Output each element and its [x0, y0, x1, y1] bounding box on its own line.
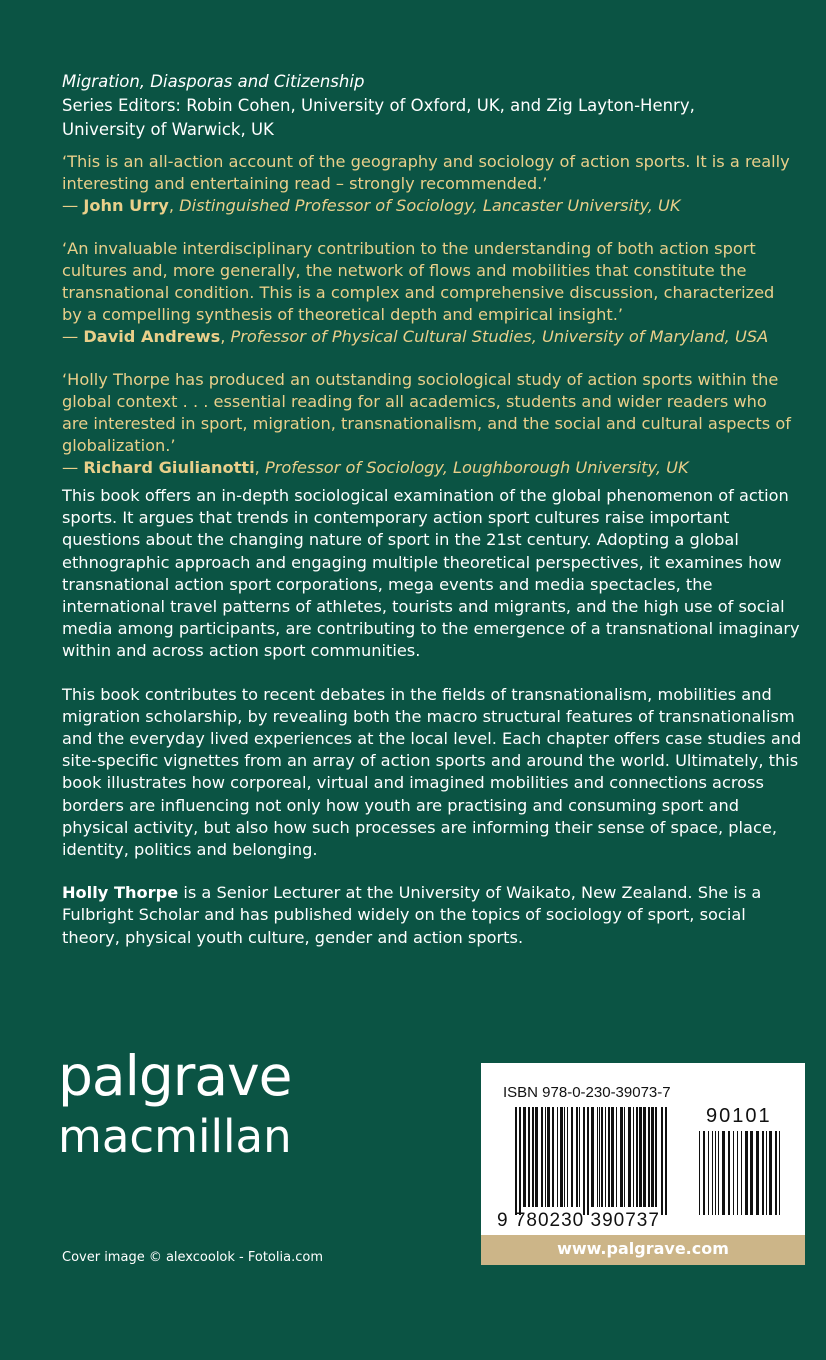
publisher-website: www.palgrave.com — [481, 1235, 805, 1265]
endorsement-attribution: — Richard Giulianotti, Professor of Sociology, Loughborough University, UK — [62, 458, 689, 478]
series-editors: Series Editors: Robin Cohen, University of Oxford, UK, and Zig Layton-Henry, University of Warwick, UK — [62, 96, 695, 139]
author-bio-text: is a Senior Lecturer at the University of Waikato, New Zealand. She is a Fulbright Scholar and has published widely on the topics of sociology of sport, social theory, physical youth culture, gender and action sports. — [62, 883, 762, 947]
endorsement-quote: ‘This is an all-action account of the geography and sociology of action sports. It is a really interesting and entertaining read – strongly recommended.’ — [62, 152, 790, 194]
barcode-panel — [481, 1063, 805, 1235]
description-paragraph: This book offers an in-depth sociological examination of the global phenomenon of action sports. It argues that trends in contemporary action sport cultures raise important questions about the changing nature of sport in the 21st century. Adopting a global ethnographic approach and engaging multiple theoretical perspectives, it examines how transnational action sport corporations, mega events and media spectacles, the international travel patterns of athletes, tourists and migrants, and the high use of social media among participants, are contributing to the emergence of a transnational imaginary within and across action sport communities. — [62, 486, 800, 661]
publisher-logo-line2: macmillan — [58, 1110, 292, 1163]
endorser-role: Distinguished Professor of Sociology, Lancaster University, UK — [179, 196, 681, 216]
ean-digits: 9 780230 390737 — [497, 1210, 660, 1231]
author-name: Holly Thorpe — [62, 883, 179, 903]
endorsement — [62, 151, 797, 218]
endorsements — [62, 151, 797, 500]
endorser-role: Professor of Sociology, Loughborough University, UK — [264, 458, 689, 478]
publisher-logo-line1: palgrave — [58, 1044, 292, 1108]
endorsement-quote: ‘Holly Thorpe has produced an outstanding sociological study of action sports within the global context . . . essential reading for all academics, students and wider readers who are interested in sport, migration, transnationalism, and the social and cultural aspects of globalization.’ — [62, 369, 791, 456]
description-paragraph: This book contributes to recent debates in the fields of transnationalism, mobilities and migration scholarship, by revealing both the macro structural features of transnationalism and the everyday lived experiences at the local level. Each chapter offers case studies and site-specific vignettes from an array of action sports and around the world. Ultimately, this book illustrates how corporeal, virtual and imagined mobilities and connections across borders are influencing not only how youth are practising and consuming sport and physical activity, but also how such processes are informing their sense of space, place, identity, politics and belonging. — [62, 684, 802, 860]
isbn-label: ISBN 978-0-230-39073-7 — [503, 1084, 671, 1101]
book-description — [62, 485, 802, 970]
endorser-name: Richard Giulianotti — [83, 458, 255, 478]
endorser-role: Professor of Physical Cultural Studies, University of Maryland, USA — [230, 327, 769, 347]
endorsement — [62, 238, 797, 349]
endorsement-quote: ‘An invaluable interdisciplinary contribution to the understanding of both action sport cultures and, more generally, the network of flows and mobilities that constitute the transnational condition. This is a complex and comprehensive discussion, characterized by a compelling synthesis of theoretical depth and empirical insight.’ — [62, 238, 775, 325]
endorsement-attribution: — David Andrews, Professor of Physical Cultural Studies, University of Maryland, USA — [62, 327, 769, 347]
series-info — [62, 70, 782, 142]
publisher-logo — [58, 1045, 292, 1165]
author-bio — [62, 882, 802, 949]
cover-image-credit: Cover image © alexcoolok - Fotolia.com — [62, 1250, 323, 1265]
endorsement-attribution: — John Urry, Distinguished Professor of Sociology, Lancaster University, UK — [62, 196, 681, 216]
series-title: Migration, Diasporas and Citizenship — [62, 72, 365, 91]
endorser-name: David Andrews — [83, 327, 221, 347]
endorsement — [62, 369, 797, 480]
price-code: 90101 — [706, 1105, 772, 1127]
endorser-name: John Urry — [83, 196, 169, 216]
